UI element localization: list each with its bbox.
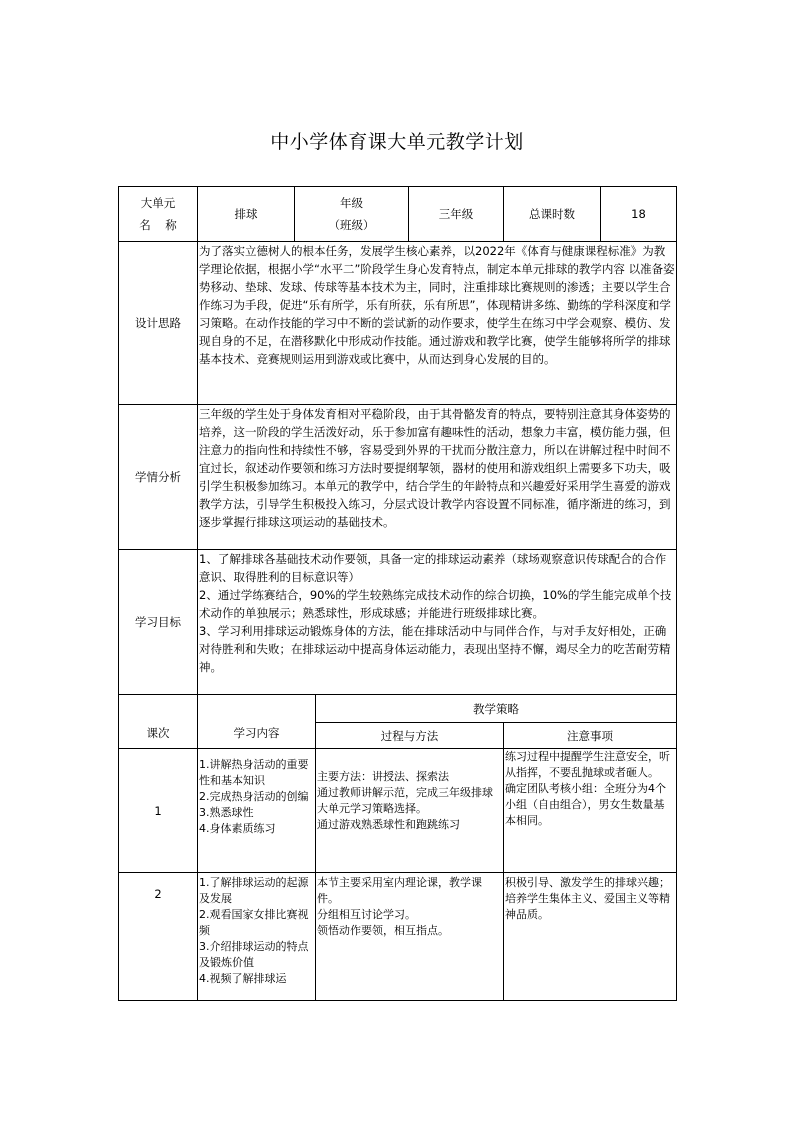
analysis-row	[119, 405, 677, 550]
goal-item-2: 2、通过学练赛结合，90%的学生较熟练完成技术动作的综合切换，10%的学生能完成单个技术动作的单独展示；熟悉球性，形成球感；并能进行班级排球比赛。	[199, 588, 672, 620]
total-hours-label: 总课时数	[504, 187, 601, 242]
unit-name-label: 大单元 名 称	[119, 187, 198, 242]
lesson-number: 2	[119, 873, 198, 1001]
lesson-notes: 积极引导、激发学生的排球兴趣；培养学生集体主义、爱国主义等精神品质。	[504, 873, 677, 1001]
lesson-content: 1.讲解热身活动的重要性和基本知识 2.完成热身活动的创编 3.熟悉球性 4.身体素质练习	[198, 749, 316, 873]
total-hours-value: 18	[601, 187, 677, 242]
unit-name-value: 排球	[198, 187, 295, 242]
goals-label: 学习目标	[119, 550, 198, 695]
lesson-process: 本节主要采用室内理论课，教学课件。 分组相互讨论学习。 领悟动作要领，相互指点。	[316, 873, 504, 1001]
lesson-content: 1.了解排球运动的起源及发展 2.观看国家女排比赛视频 3.介绍排球运动的特点及锻炼价值 4.视频了解排球运	[198, 873, 316, 1001]
goal-item-3: 3、学习利用排球运动锻炼身体的方法，能在排球活动中与同伴合作，与对手友好相处，正确对待胜利和失败；在排球运动中提高身体运动能力，表现出坚持不懈，竭尽全力的吃苦耐劳精神。	[199, 624, 671, 674]
col-strategy-header: 教学策略	[316, 695, 677, 723]
col-content-header: 学习内容	[198, 695, 316, 749]
lesson-number: 1	[119, 749, 198, 873]
lesson-header-row-1	[119, 695, 677, 723]
lesson-process: 主要方法：讲授法、探索法 通过教师讲解示范，完成三年级排球大单元学习策略选择。 通过游戏熟悉球性和跑跳练习	[316, 749, 504, 873]
grade-value: 三年级	[409, 187, 504, 242]
design-row	[119, 242, 677, 405]
col-process-header: 过程与方法	[316, 723, 504, 749]
goals-row	[119, 550, 677, 695]
analysis-label: 学情分析	[119, 405, 198, 550]
analysis-text: 三年级的学生处于身体发育相对平稳阶段，由于其骨骼发育的特点，要特别注意其身体姿势的培养，这一阶段的学生活泼好动，乐于参加富有趣味性的活动，想象力丰富，模仿能力强，但注意力的指向性和持续性不够，容易受到外界的干扰而分散注意力，所以在讲解过程中时间不宜过长，叙述动作要领和练习方法时要提纲挈领，器材的使用和游戏组织上需要多下功夫，吸引学生积极参加练习。本单元的教学中，结合学生的年龄特点和兴趣爱好采用学生喜爱的游戏教学方法，引导学生积极投入练习，分层式设计教学内容设置不同标准，循序渐进的练习，到逐步掌握行排球这项运动的基础技术。	[198, 405, 677, 550]
lesson-notes: 练习过程中提醒学生注意安全，听从指挥，不要乱抛球或者砸人。 确定团队考核小组：全班分为4个小组（自由组合），男女生数量基本相同。	[504, 749, 677, 873]
grade-label: 年级 （班级）	[295, 187, 409, 242]
goals-text	[198, 550, 677, 695]
col-notes-header: 注意事项	[504, 723, 677, 749]
design-text: 为了落实立德树人的根本任务，发展学生核心素养，以2022年《体育与健康课程标准》为教学理论依据，根据小学“水平二”阶段学生身心发育特点，制定本单元排球的教学内容 以准备姿势移动、垫球、发球、传球等基本技术为主，同时，注重排球比赛规则的渗透；主要以学生合作练习为手段，促进“乐有所学，乐有所获，乐有所思”，体现精讲多练、勤练的学科深度和学习策略。在动作技能的学习中不断的尝试新的动作要求，使学生在练习中学会观察、模仿、发现自身的不足，在潜移默化中形成动作技能。通过游戏和教学比赛，使学生能够将所学的排球基本技术、竞赛规则运用到游戏或比赛中，从而达到身心发展的目的。	[198, 242, 677, 405]
goal-item-1: 1、了解排球各基础技术动作要领，具备一定的排球运动素养（球场观察意识传球配合的合作意识、取得胜利的目标意识等）	[199, 552, 667, 584]
design-label: 设计思路	[119, 242, 198, 405]
header-row	[119, 187, 677, 242]
col-lesson-header: 课次	[119, 695, 198, 749]
page-title: 中小学体育课大单元教学计划	[270, 131, 524, 153]
teaching-plan-table	[118, 186, 677, 1001]
lesson-row	[119, 749, 677, 873]
lesson-row	[119, 873, 677, 1001]
